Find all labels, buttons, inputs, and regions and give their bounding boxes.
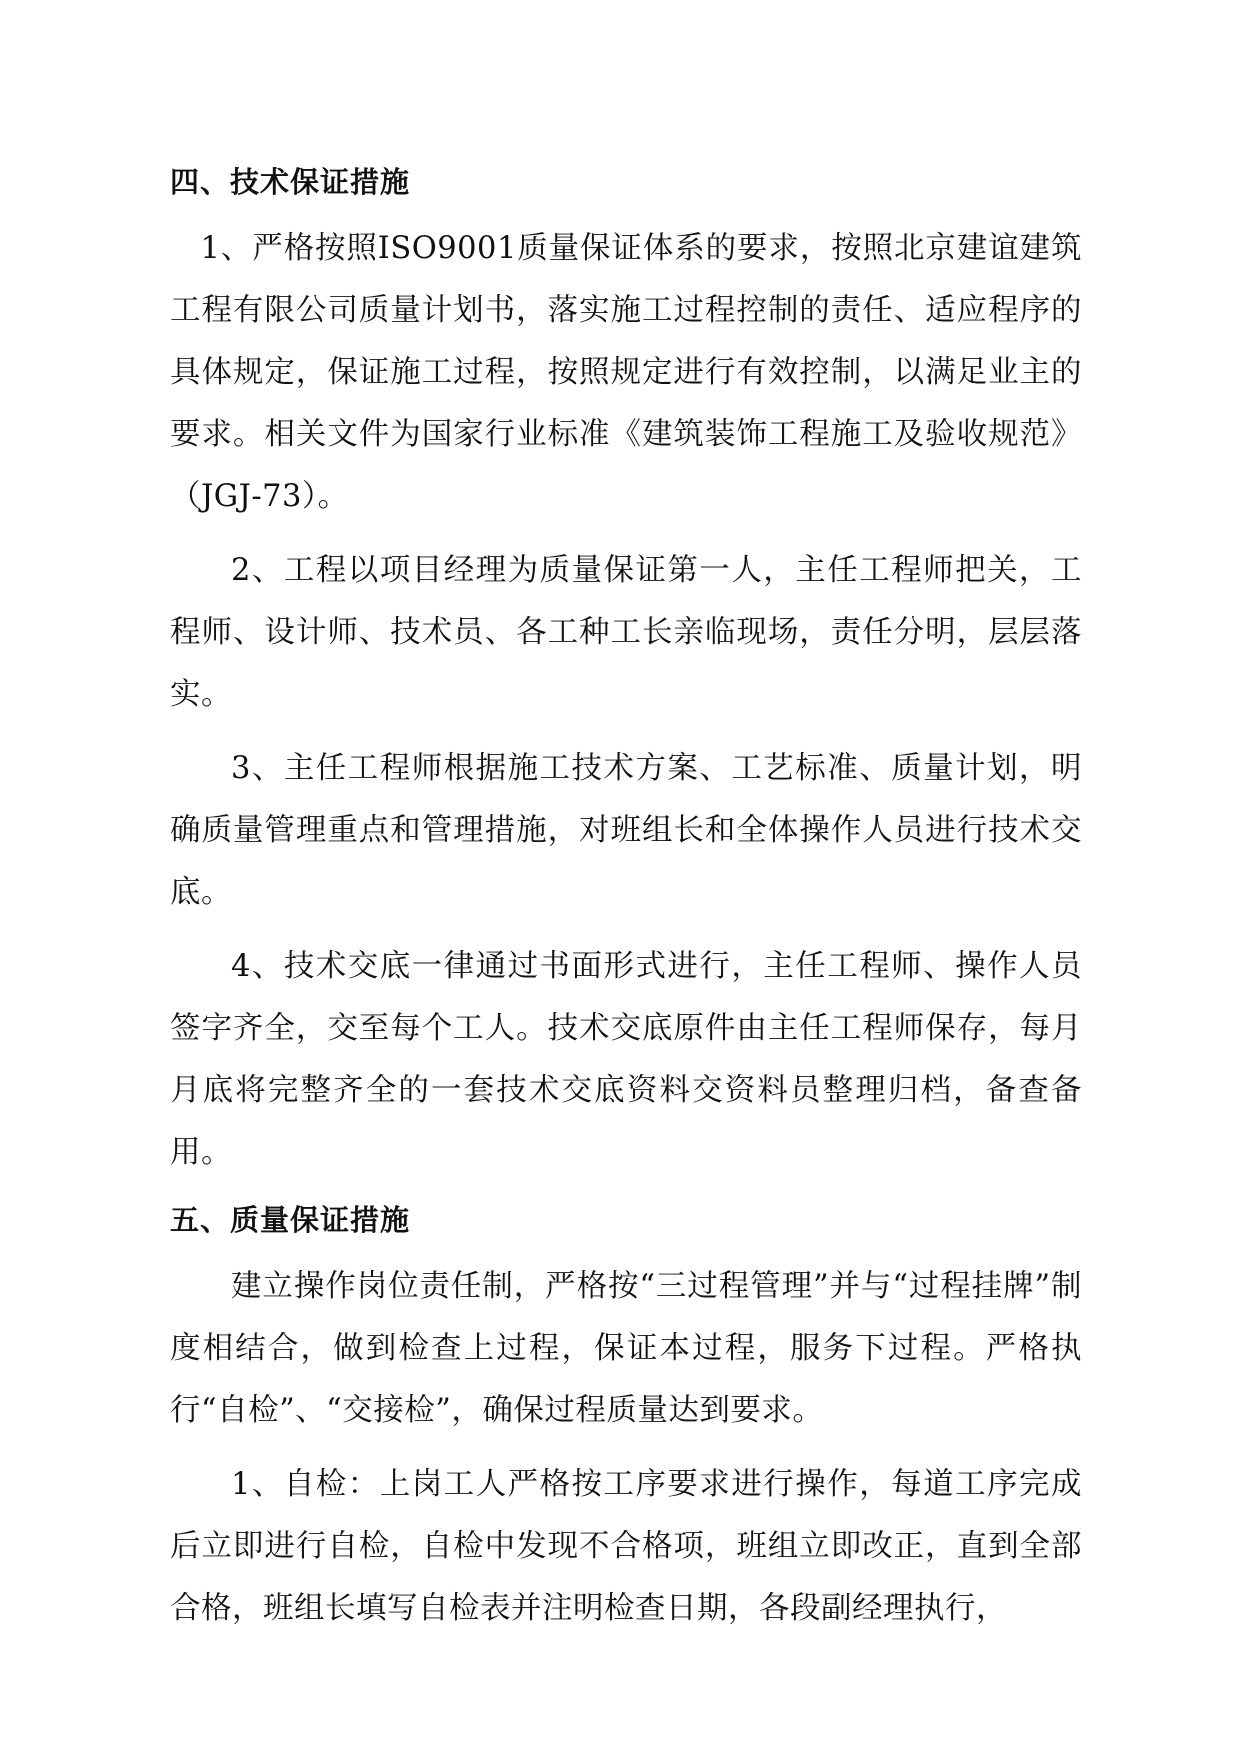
document-body xyxy=(170,158,1082,1652)
paragraph: 4、技术交底一律通过书面形式进行，主任工程师、操作人员签字齐全，交至每个工人。技术交底原件由主任工程师保存，每月月底将完整齐全的一套技术交底资料交资料员整理归档，备查备用。 xyxy=(170,949,1082,1170)
paragraph: 建立操作岗位责任制，严格按“三过程管理”并与“过程挂牌”制度相结合，做到检查上过程，保证本过程，服务下过程。严格执行“自检”、“交接检”，确保过程质量达到要求。 xyxy=(170,1269,1082,1428)
section-heading-quality-measures: 五、质量保证措施 xyxy=(170,1203,411,1237)
paragraph: 1、严格按照ISO9001质量保证体系的要求，按照北京建谊建筑工程有限公司质量计划书，落实施工过程控制的责任、适应程序的具体规定，保证施工过程，按照规定进行有效控制，以满足业主的要求。相关文件为国家行业标准《建筑装饰工程施工及验收规范》（JGJ-73）。 xyxy=(170,231,1082,514)
paragraph: 1、自检：上岗工人严格按工序要求进行操作，每道工序完成后立即进行自检，自检中发现不合格项，班组立即改正，直到全部合格，班组长填写自检表并注明检查日期，各段副经理执行， xyxy=(170,1467,1082,1626)
paragraph: 3、主任工程师根据施工技术方案、工艺标准、质量计划，明确质量管理重点和管理措施，对班组长和全体操作人员进行技术交底。 xyxy=(170,751,1082,910)
paragraph: 2、工程以项目经理为质量保证第一人，主任工程师把关，工程师、设计师、技术员、各工种工长亲临现场，责任分明，层层落实。 xyxy=(170,553,1082,712)
section-heading-technical-measures: 四、技术保证措施 xyxy=(170,165,411,199)
